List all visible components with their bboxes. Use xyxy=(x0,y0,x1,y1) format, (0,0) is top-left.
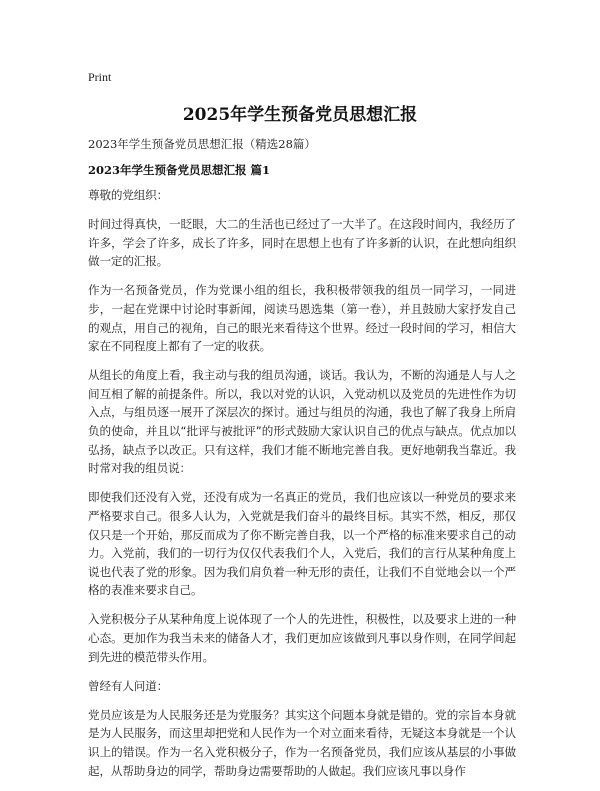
body-paragraph: 入党积极分子从某种角度上说体现了一个人的先进性，积极性，以及要求上进的一种心态。更加作为我当未来的储备人才，我们更加应该做到凡事以身作则，在同学间起到先进的模范带头作用。 xyxy=(88,612,516,664)
body-paragraph: 从组长的角度上看，我主动与我的组员沟通，谈话。我认为，不断的沟通是人与人之间互相了解的前提条件。所以，我以对党的认识，入党动机以及党员的先进性作为切入点，与组员逐一展开了深层次的探讨。通过与组员的沟通，我也了解了我身上所肩负的使命，并且以“批评与被批评”的形式鼓励大家认识自己的优点与缺点。优点加以弘扬，缺点予以改正。只有这样，我们才能不断地完善自我。更好地朝我当靠近。我时常对我的组员说： xyxy=(88,368,516,476)
section-heading: 2023年学生预备党员思想汇报 篇1 xyxy=(88,163,271,177)
salutation-paragraph: 尊敬的党组织： xyxy=(88,188,169,202)
page-title: 2025年学生预备党员思想汇报 xyxy=(182,105,418,125)
body-paragraph: 即使我们还没有入党，还没有成为一名真正的党员，我们也应该以一种党员的要求来严格要求自己。很多人认为，入党就是我们奋斗的最终目标。其实不然，相反，那仅仅只是一个开始，那反而成为了你不断完善自我，以一个严格的标准来要求自己的动力。入党前，我们的一切行为仅仅代表我们个人，入党后，我们的言行从某种角度上说也代表了党的形象。因为我们肩负着一种无形的责任，让我们不自觉地会以一个严格的表准来要求自己。 xyxy=(88,490,516,598)
body-paragraph: 曾经有人问道： xyxy=(88,678,169,693)
body-paragraph: 党员应该是为人民服务还是为党服务？其实这个问题本身就是错的。党的宗旨本身就是为人民服务，而这里却把党和人民作为一个对立面来看待，无疑这本身就是一个认识上的错误。作为一名入党积极分子，作为一名预备党员，我们应该从基层的小事做起，从帮助身边的同学，帮助身边需要帮助的人做起。我们应该凡事以身作 xyxy=(88,707,516,778)
document-subtitle: 2023年学生预备党员思想汇报（精选28篇） xyxy=(88,137,316,151)
print-link[interactable]: Print xyxy=(88,70,112,84)
body-paragraph: 时间过得真快，一眨眼，大二的生活也已经过了一大半了。在这段时间内，我经历了许多，学会了许多，成长了许多，同时在思想上也有了许多新的认识，在此想向组织做一定的汇报。 xyxy=(88,217,516,269)
document-body xyxy=(88,186,516,791)
body-paragraph: 作为一名预备党员，作为党课小组的组长，我积极带领我的组员一同学习，一同进步，一起在党课中讨论时事新闻，阅读马恩选集（第一卷），并且鼓励大家抒发自己的观点，用自己的视角，自己的眼光来看待这个世界。经过一段时间的学习，相信大家在不同程度上都有了一定的收获。 xyxy=(88,283,516,354)
